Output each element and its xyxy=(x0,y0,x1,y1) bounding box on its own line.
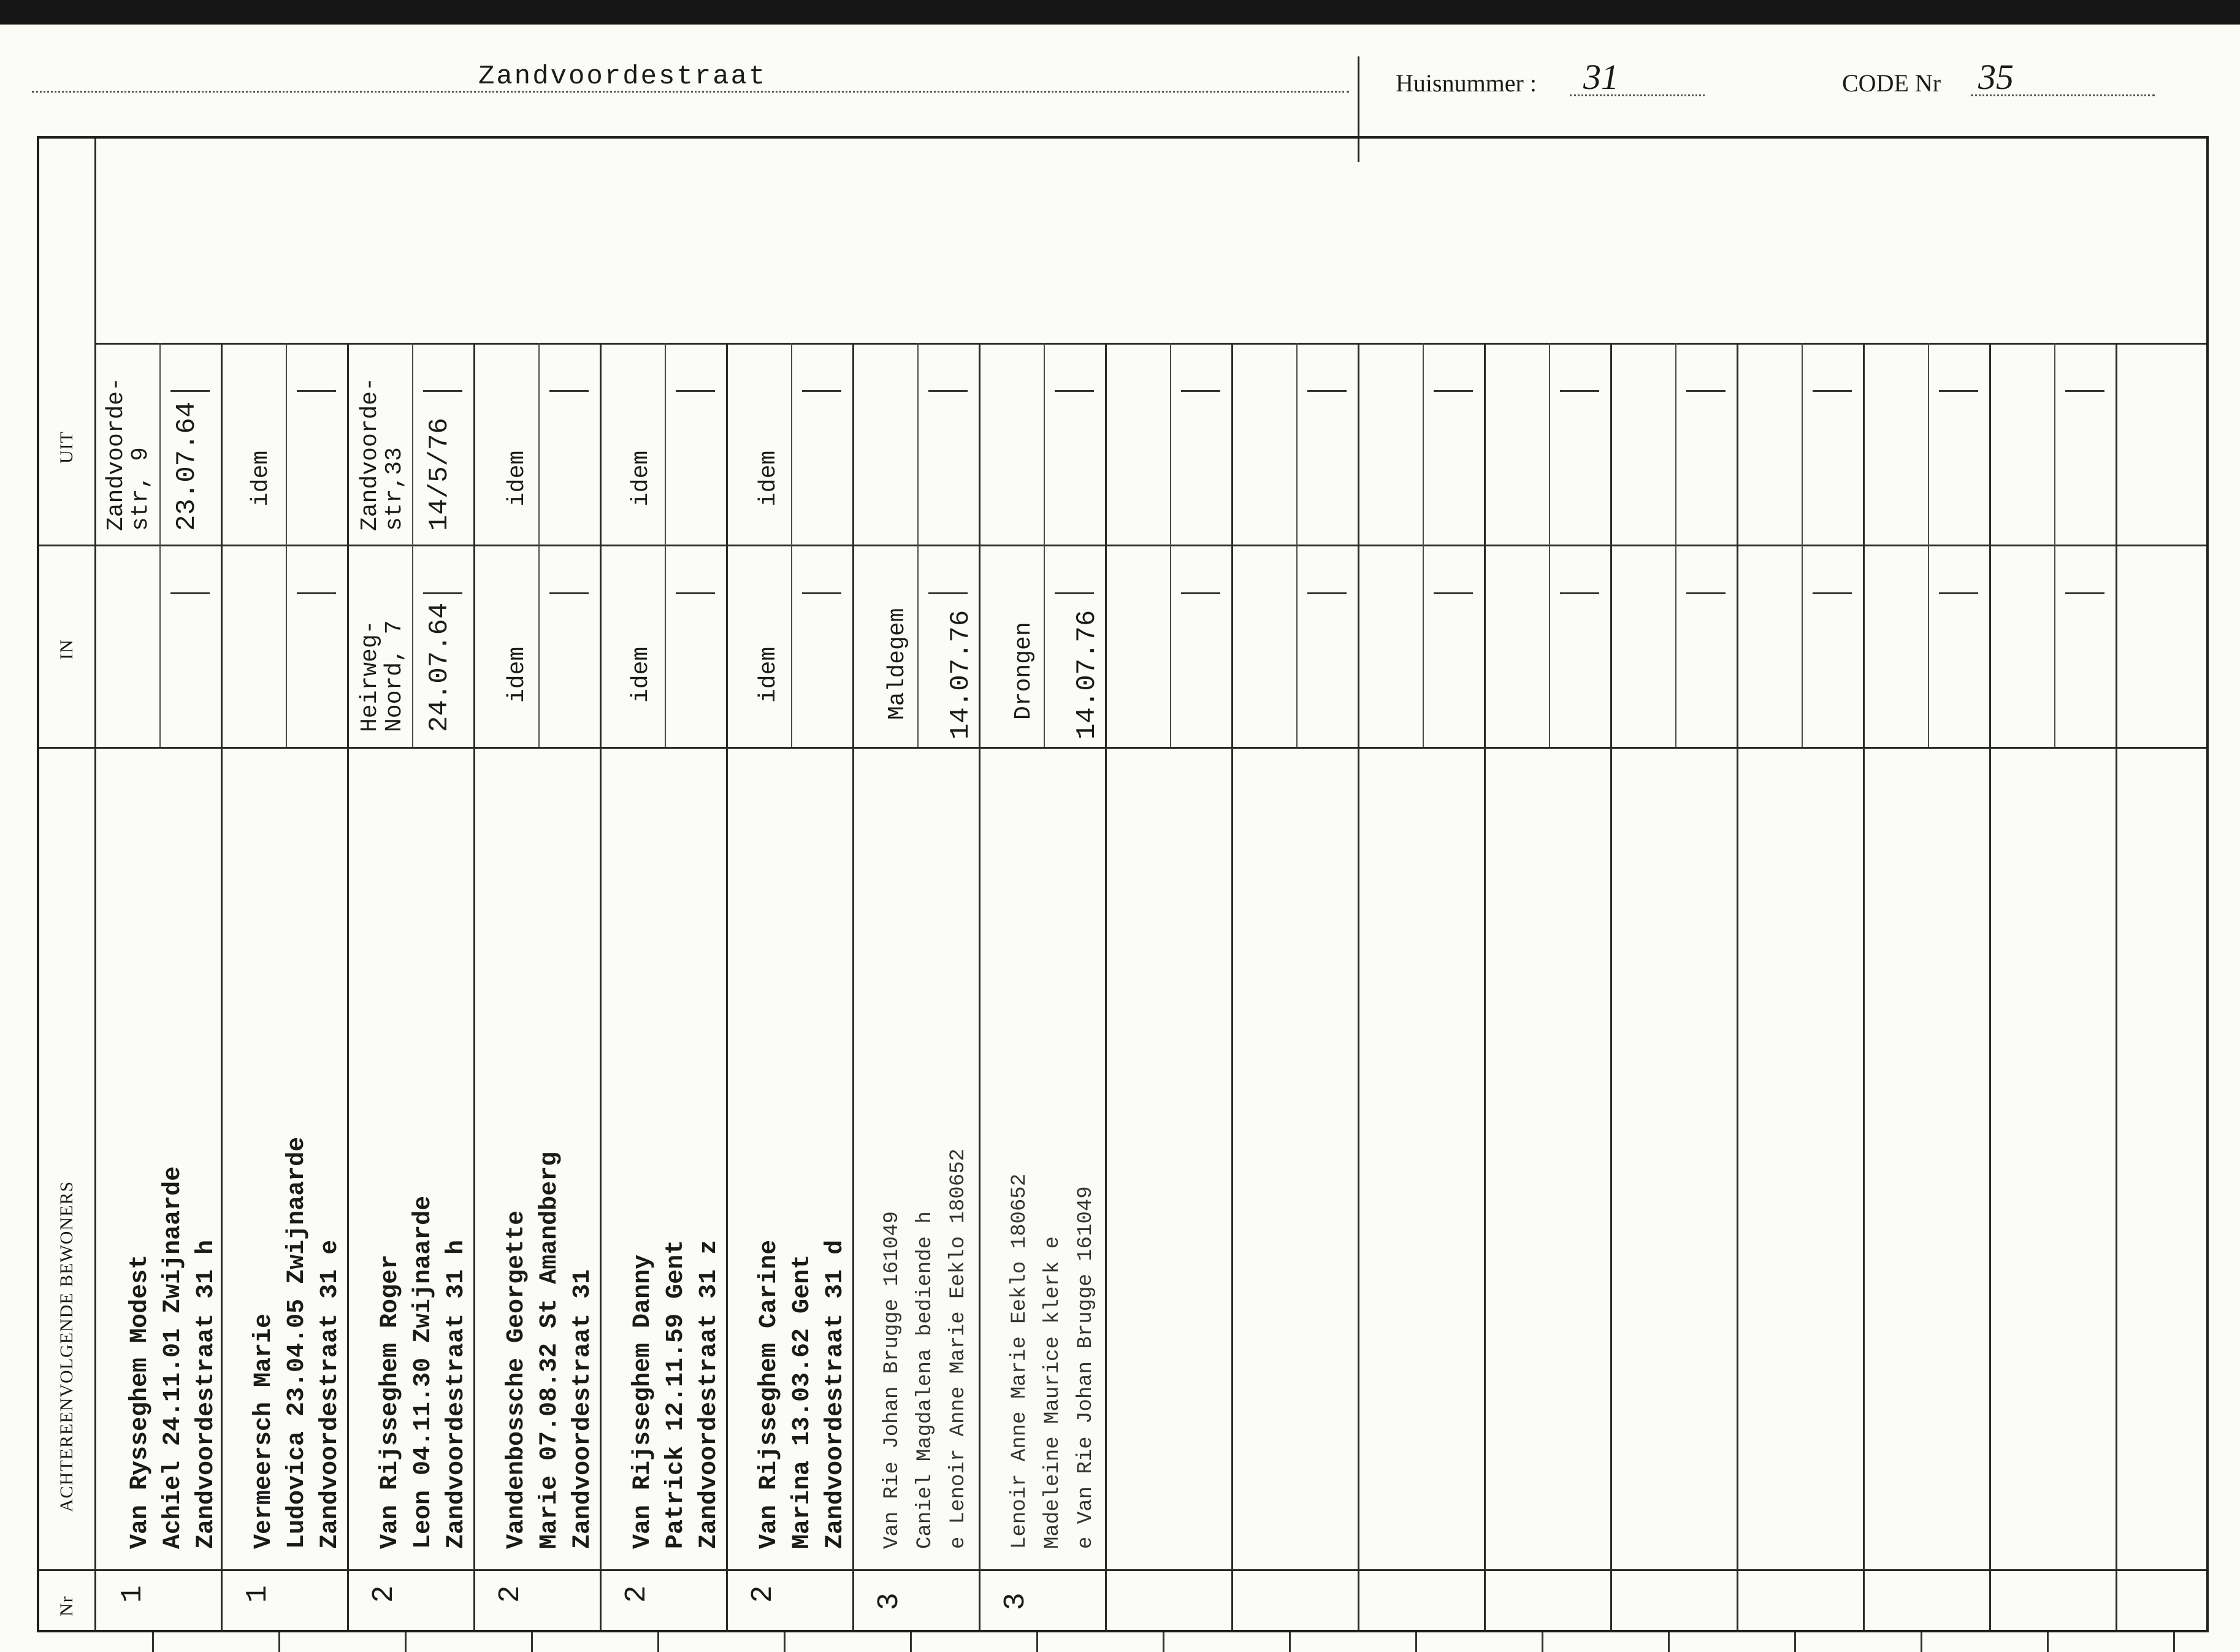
register-table xyxy=(37,136,2209,1632)
in-place: Heirweg- Noord, 7 xyxy=(357,620,408,732)
row-nr: 3 xyxy=(1000,1593,1033,1610)
bottom-tick xyxy=(1542,1632,1543,1652)
uit-place: idem xyxy=(504,450,530,507)
bottom-tick xyxy=(2047,1632,2049,1652)
bottom-tick xyxy=(1668,1632,1670,1652)
empty-cell-dash xyxy=(297,592,336,594)
bottom-tick xyxy=(2173,1632,2175,1652)
column-line xyxy=(1989,343,1991,1631)
uit-place: idem xyxy=(755,450,782,507)
empty-cell-dash xyxy=(1307,592,1347,594)
bewoners-line-3: Zandvoordestraat 31 xyxy=(569,1269,597,1549)
column-line xyxy=(473,343,475,1631)
bewoners-line-1: Vandenbossche Georgette xyxy=(503,1210,530,1549)
bewoners-line-3: e Van Rie Johan Brugge 161049 xyxy=(1074,1186,1098,1549)
column-line xyxy=(979,343,980,1631)
bewoners-line-2: Marie 07.08.32 St Amandberg xyxy=(536,1151,564,1549)
bewoners-line-1: Van Rijsseghem Roger xyxy=(377,1254,404,1549)
column-line xyxy=(852,343,854,1631)
bottom-tick xyxy=(657,1632,659,1652)
in-date: 14.07.76 xyxy=(946,610,976,740)
empty-cell-dash xyxy=(170,592,210,594)
code-label: CODE Nr xyxy=(1842,69,1941,97)
sub-column-line xyxy=(1802,343,1803,747)
bewoners-line-2: Achiel 24.11.01 Zwijnaarde xyxy=(159,1166,187,1549)
column-line xyxy=(1610,343,1612,1631)
empty-cell-dash xyxy=(676,390,715,392)
uit-place: Zandvoorde- str, 9 xyxy=(103,377,154,531)
sub-column-line xyxy=(1928,343,1929,747)
bewoners-line-1: Van Rysseghem Modest xyxy=(126,1254,154,1549)
empty-cell-dash xyxy=(802,592,841,594)
sub-column-line xyxy=(1423,343,1424,747)
bewoners-line-2: Patrick 12.11.59 Gent xyxy=(662,1239,690,1549)
empty-cell-dash xyxy=(2065,390,2104,392)
sub-column-line xyxy=(159,343,161,747)
row-nr: 2 xyxy=(494,1585,527,1603)
sub-column-line xyxy=(286,343,287,747)
empty-cell-dash xyxy=(1560,592,1599,594)
empty-cell-dash xyxy=(1939,592,1978,594)
bewoners-line-2: Madeleine Maurice klerk e xyxy=(1041,1236,1065,1549)
bewoners-line-1: Van Rijsseghem Danny xyxy=(629,1254,657,1549)
empty-cell-dash xyxy=(1307,390,1347,392)
in-date: 14.07.76 xyxy=(1072,610,1103,740)
bottom-tick xyxy=(1921,1632,1922,1652)
empty-cell-dash xyxy=(297,390,336,392)
bottom-tick xyxy=(1289,1632,1291,1652)
bewoners-line-2: Marina 13.03.62 Gent xyxy=(789,1254,816,1549)
sub-column-line xyxy=(1044,343,1045,747)
bottom-tick xyxy=(1794,1632,1796,1652)
bewoners-line-2: Ludovica 23.04.05 Zwijnaarde xyxy=(283,1136,311,1549)
bewoners-line-1: Van Rijsseghem Carine xyxy=(755,1239,783,1549)
column-line xyxy=(1863,343,1865,1631)
empty-cell-dash xyxy=(549,592,589,594)
uit-date: 23.07.64 xyxy=(172,401,202,531)
empty-cell-dash xyxy=(1686,390,1726,392)
street-name: Zandvoordestraat xyxy=(478,61,767,92)
empty-cell-dash xyxy=(549,390,589,392)
empty-cell-dash xyxy=(928,390,968,392)
sub-column-line xyxy=(1549,343,1550,747)
empty-cell-dash xyxy=(1813,592,1852,594)
bewoners-line-3: Zandvoordestraat 31 d xyxy=(822,1239,849,1549)
in-bewoners-line xyxy=(39,747,2206,749)
bottom-tick xyxy=(1036,1632,1038,1652)
huisnummer-value: 31 xyxy=(1583,57,1619,97)
column-line xyxy=(347,343,349,1631)
scan-top-border xyxy=(0,0,2240,25)
column-line xyxy=(600,343,602,1631)
bewoners-line-3: Zandvoordestraat 31 h xyxy=(443,1239,470,1549)
uit-top-line xyxy=(94,343,2206,345)
row-nr: 2 xyxy=(747,1585,780,1603)
in-place: idem xyxy=(628,646,654,703)
column-line xyxy=(1737,343,1738,1631)
row-nr: 3 xyxy=(873,1593,906,1610)
empty-cell-dash xyxy=(1181,390,1220,392)
bewoners-line-1: Lenoir Anne Marie Eeklo 180652 xyxy=(1008,1173,1031,1549)
empty-cell-dash xyxy=(1939,390,1978,392)
empty-cell-dash xyxy=(1055,592,1094,594)
bewoners-line-1: Van Rie Johan Brugge 161049 xyxy=(881,1211,904,1549)
column-line xyxy=(1105,343,1107,1631)
uit-in-line xyxy=(39,545,2206,546)
row-nr: 1 xyxy=(117,1585,150,1603)
empty-cell-dash xyxy=(1055,390,1094,392)
uit-date: 14/5/76 xyxy=(424,418,455,531)
empty-cell-dash xyxy=(1181,592,1220,594)
in-place: Drongen xyxy=(1011,622,1037,720)
bottom-tick xyxy=(784,1632,786,1652)
empty-cell-dash xyxy=(802,390,841,392)
row-nr: 2 xyxy=(621,1585,654,1603)
bottom-tick xyxy=(531,1632,533,1652)
bewoners-line-2: Caniel Magdalena bediende h xyxy=(914,1211,937,1549)
bewoners-nr-line xyxy=(39,1569,2206,1571)
sub-column-line xyxy=(1675,343,1676,747)
sub-column-line xyxy=(791,343,792,747)
bewoners-line-3: Zandvoordestraat 31 e xyxy=(316,1239,344,1549)
column-line xyxy=(726,343,728,1631)
code-value: 35 xyxy=(1978,57,2014,97)
in-place: idem xyxy=(504,646,530,703)
uit-place: Zandvoorde- str,33 xyxy=(357,377,408,531)
sub-column-line xyxy=(1170,343,1171,747)
in-place: idem xyxy=(755,646,782,703)
uit-label: UIT xyxy=(56,431,77,464)
empty-cell-dash xyxy=(1686,592,1726,594)
uit-place: idem xyxy=(248,450,274,507)
bottom-tick xyxy=(1163,1632,1164,1652)
bottom-tick xyxy=(910,1632,912,1652)
in-date: 24.07.64 xyxy=(424,602,455,732)
bottom-tick xyxy=(278,1632,280,1652)
empty-cell-dash xyxy=(423,390,462,392)
label-column-divider xyxy=(94,139,96,1630)
huisnummer-label: Huisnummer : xyxy=(1396,69,1537,97)
document-header xyxy=(0,25,2240,138)
bewoners-line-3: Zandvoordestraat 31 z xyxy=(695,1239,723,1549)
sub-column-line xyxy=(917,343,919,747)
empty-cell-dash xyxy=(1813,390,1852,392)
bewoners-line-1: Vermeersch Marie xyxy=(250,1313,278,1549)
bewoners-line-2: Leon 04.11.30 Zwijnaarde xyxy=(410,1195,437,1549)
sub-column-line xyxy=(665,343,666,747)
empty-cell-dash xyxy=(1560,390,1599,392)
in-place: Maldegem xyxy=(884,608,911,720)
empty-cell-dash xyxy=(928,592,968,594)
column-line xyxy=(1484,343,1486,1631)
empty-cell-dash xyxy=(423,592,462,594)
sub-column-line xyxy=(412,343,413,747)
bewoners-label: ACHTEREENVOLGENDE BEWONERS xyxy=(56,1180,77,1512)
column-line xyxy=(2116,343,2117,1631)
bottom-tick xyxy=(405,1632,407,1652)
empty-cell-dash xyxy=(1434,592,1473,594)
nr-label: Nr xyxy=(56,1596,77,1616)
bewoners-line-3: Zandvoordestraat 31 h xyxy=(193,1239,220,1549)
empty-cell-dash xyxy=(170,390,210,392)
empty-cell-dash xyxy=(1434,390,1473,392)
sub-column-line xyxy=(1296,343,1298,747)
bottom-tick xyxy=(1415,1632,1417,1652)
empty-cell-dash xyxy=(676,592,715,594)
sub-column-line xyxy=(2054,343,2055,747)
column-line xyxy=(1231,343,1233,1631)
row-nr: 1 xyxy=(242,1585,275,1603)
sub-column-line xyxy=(538,343,540,747)
bewoners-line-3: e Lenoir Anne Marie Eeklo 180652 xyxy=(947,1149,970,1549)
uit-place: idem xyxy=(628,450,654,507)
in-label: IN xyxy=(56,639,77,660)
column-line xyxy=(1358,343,1359,1631)
row-nr: 2 xyxy=(368,1585,401,1603)
bottom-tick xyxy=(152,1632,154,1652)
empty-cell-dash xyxy=(2065,592,2104,594)
